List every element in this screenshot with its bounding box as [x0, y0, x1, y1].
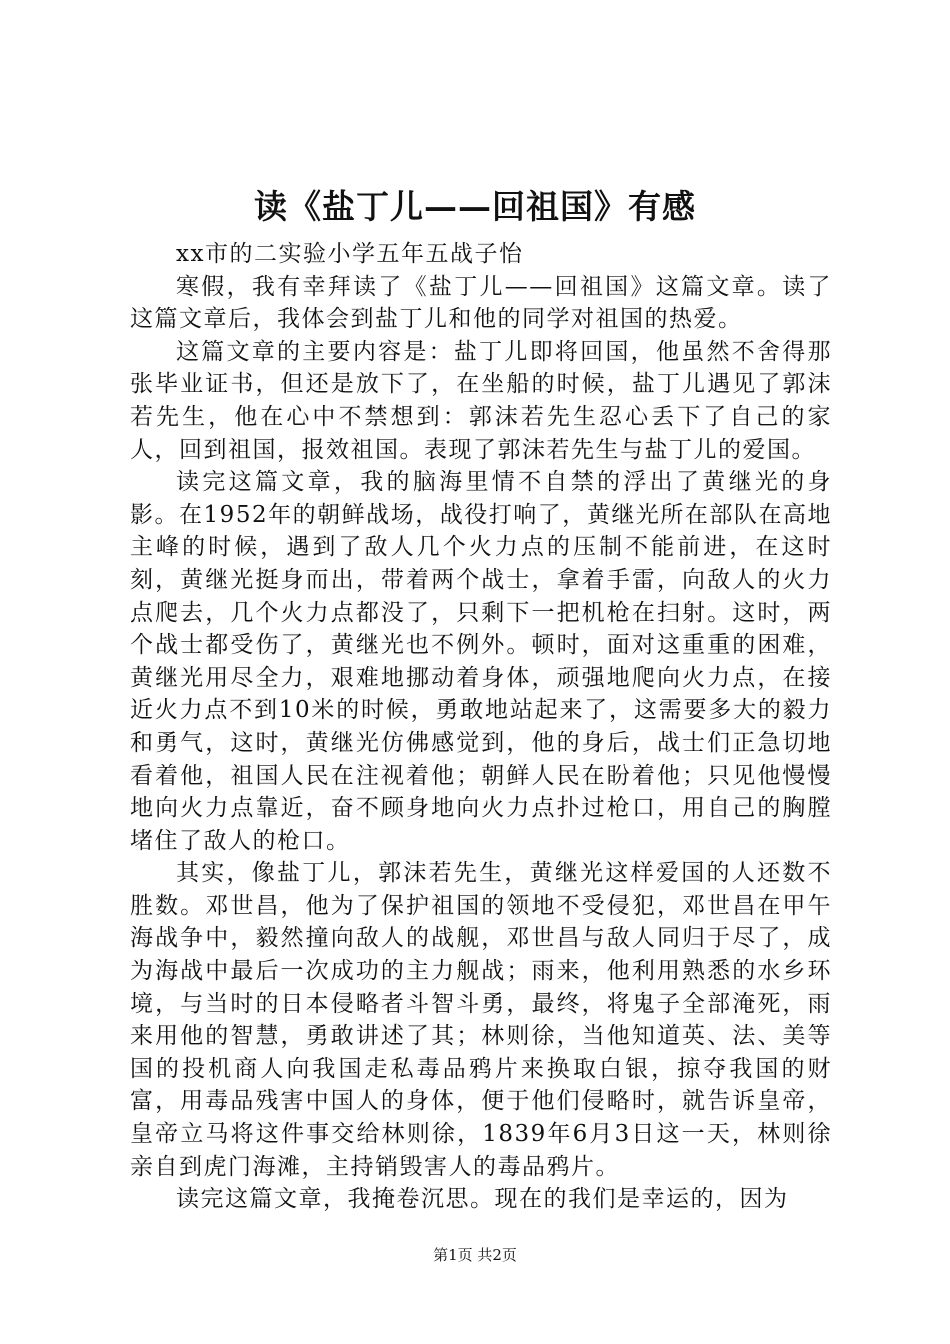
- paragraph-huang-jiguang: 读完这篇文章，我的脑海里情不自禁的浮出了黄继光的身影。在1952年的朝鲜战场，战役打响了，黄继光所在部队在高地主峰的时候，遇到了敌人几个火力点的压制不能前进，在这时刻，黄继光挺身而出，带着两个战士，拿着手雷，向敌人的火力点爬去，几个火力点都没了，只剩下一把机枪在扫射。这时，两个战士都受伤了，黄继光也不例外。顿时，面对这重重的困难，黄继光用尽全力，艰难地挪动着身体，顽强地爬向火力点，在接近火力点不到10米的时候，勇敢地站起来了，这需要多大的毅力和勇气，这时，黄继光仿佛感觉到，他的身后，战士们正急切地看着他，祖国人民在注视着他；朝鲜人民在盼着他；只见他慢慢地向火力点靠近，奋不顾身地向火力点扑过枪口，用自己的胸膛堵住了敌人的枪口。: [130, 469, 832, 854]
- page-number-footer: 第1页 共2页: [433, 1246, 517, 1264]
- paragraph-patriots: 其实，像盐丁儿，郭沫若先生，黄继光这样爱国的人还数不胜数。邓世昌，他为了保护祖国的领地不受侵犯，邓世昌在甲午海战争中，毅然撞向敌人的战舰，邓世昌与敌人同归于尽了，成为海战中最后一次成功的主力舰战；雨来，他利用熟悉的水乡环境，与当时的日本侵略者斗智斗勇，最终，将鬼子全部淹死，雨来用他的智慧，勇敢讲述了其；林则徐，当他知道英、法、美等国的投机商人向我国走私毒品鸦片来换取白银，掠夺我国的财富，用毒品残害中国人的身体，便于他们侵略时，就告诉皇帝，皇帝立马将这件事交给林则徐，1839年6月3日这一天，林则徐亲自到虎门海滩，主持销毁害人的毒品鸦片。: [130, 860, 832, 1180]
- paragraph-reflection: 读完这篇文章，我掩卷沉思。现在的我们是幸运的，因为: [176, 1186, 789, 1213]
- paragraph-intro: 寒假，我有幸拜读了《盐丁儿——回祖国》这篇文章。读了这篇文章后，我体会到盐丁儿和他的同学对祖国的热爱。: [130, 273, 832, 333]
- author-line: xx市的二实验小学五年五战子怡: [176, 241, 524, 267]
- document-body: [130, 238, 832, 1216]
- document-title: 读《盐丁儿——回祖国》有感: [254, 187, 696, 226]
- paragraph-summary: 这篇文章的主要内容是：盐丁儿即将回国，他虽然不舍得那张毕业证书，但还是放下了，在坐船的时候，盐丁儿遇见了郭沫若先生，他在心中不禁想到：郭沫若先生忍心丢下了自己的家人，回到祖国，报效祖国。表现了郭沫若先生与盐丁儿的爱国。: [130, 338, 832, 463]
